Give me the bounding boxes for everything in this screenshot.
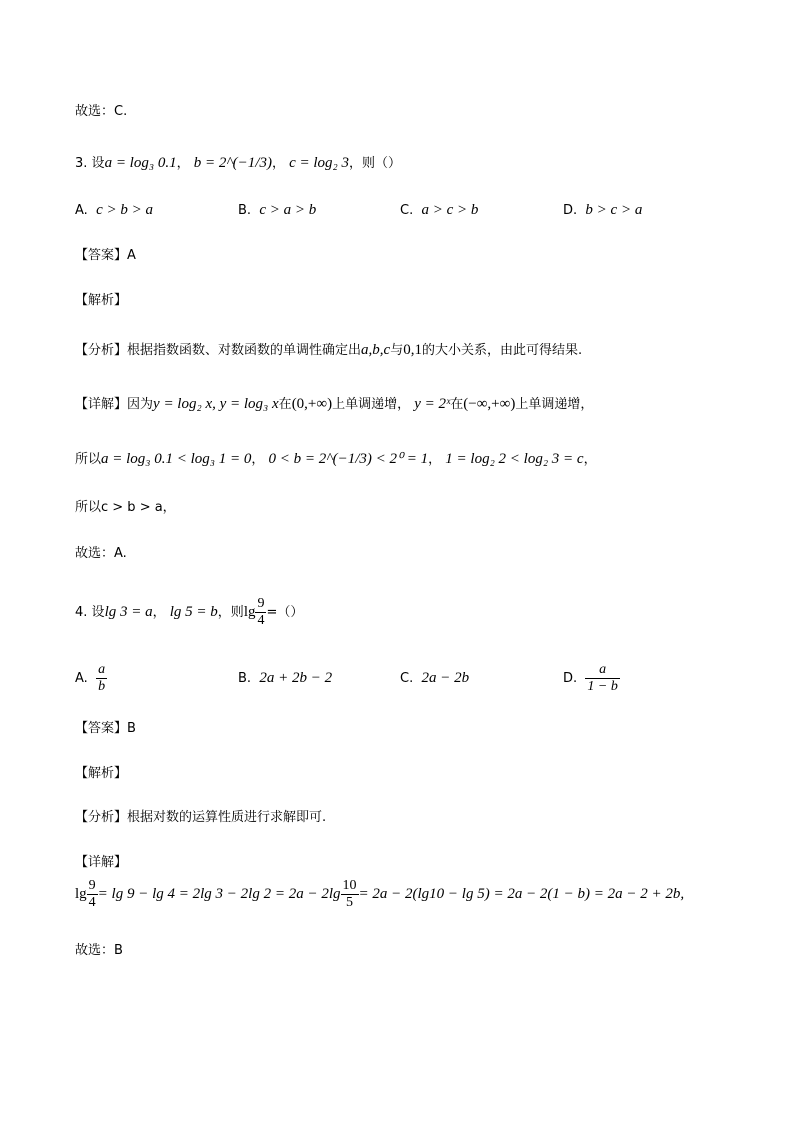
q4-option-b-text: 2a + 2b − 2 xyxy=(259,670,333,686)
q3-intro: 设 xyxy=(91,156,105,171)
q3-line2-pre: 所以 xyxy=(75,452,102,467)
q3-line3: 所以c > b > a， xyxy=(75,500,176,515)
q3-line2-b: 0 < b = 2^(−1/3) < 2⁰ = 1 xyxy=(268,451,429,467)
q4-option-b[interactable] xyxy=(238,670,332,687)
q3-option-a-letter: A. xyxy=(75,203,88,218)
q3-fenxi-mid: 与 xyxy=(390,343,404,358)
q3-conclusion: 故选：A. xyxy=(75,546,127,561)
q3-detail-exp: y = 2ˣ xyxy=(414,396,451,412)
q3-option-d-letter: D. xyxy=(563,203,578,218)
q3-answer-tag: 【答案】 xyxy=(75,248,128,263)
q3-detail-up1: 上单调递增， xyxy=(332,397,411,412)
q4-answer-value: B xyxy=(127,721,136,736)
q4-eq-den1: 4 xyxy=(88,895,96,911)
q3-option-c-letter: C. xyxy=(400,203,414,218)
q3-fenxi-post: 的大小关系，由此可得结果. xyxy=(421,343,583,358)
q4-equation xyxy=(75,878,684,911)
q3-option-c[interactable] xyxy=(400,202,478,219)
q4-option-a-denominator: b xyxy=(98,679,106,695)
q4-option-d-letter: D. xyxy=(563,671,578,687)
q3-answer xyxy=(75,248,136,264)
q3-fenxi-nums: 0,1 xyxy=(403,342,422,358)
q3-line2-c: 1 = log₂ 2 < log₂ 3 = c xyxy=(445,451,584,467)
q4-option-c-text: 2a − 2b xyxy=(421,670,470,686)
q4-ask-denominator: 4 xyxy=(257,613,265,629)
q3-fenxi-vars: a,b,c xyxy=(361,342,391,358)
q3-detail-tag: 【详解】 xyxy=(75,397,128,412)
q3-stem: 3. 设a = log₃ 0.1， b = 2^(−1/3)， c = log₂ 3，则（） xyxy=(75,155,402,171)
q3-option-d-text: b > c > a xyxy=(585,202,643,218)
q4-ask-post: =（） xyxy=(266,605,304,621)
q4-eq-fraction2 xyxy=(341,878,359,911)
q4-ask-fraction xyxy=(255,596,266,629)
q3-option-b-text: c > a > b xyxy=(259,202,317,218)
q4-fenxi-text: 根据对数的运算性质进行求解即可. xyxy=(127,810,327,825)
q4-option-d-denominator: 1 − b xyxy=(587,679,618,695)
q4-ask-fn: lg xyxy=(243,604,256,621)
q3-analysis-tag: 【解析】 xyxy=(75,293,128,308)
q4-intro: 设 xyxy=(91,605,105,621)
q4-detail-tag: 【详解】 xyxy=(75,855,128,870)
q3-option-b[interactable] xyxy=(238,202,316,219)
q3-option-a-text: c > b > a xyxy=(96,202,153,218)
q4-fenxi-tag: 【分析】 xyxy=(75,810,128,825)
q4-ask-numerator: 9 xyxy=(255,596,266,613)
q3-a-def: a = log₃ 0.1 xyxy=(104,155,177,171)
q4-answer-tag: 【答案】 xyxy=(75,721,128,736)
q3-option-d[interactable] xyxy=(563,202,642,219)
q4-fenxi xyxy=(75,810,326,826)
q3-line2: 所以a = log₃ 0.1 < log₃ 1 = 0， 0 < b = 2^(−1/3) < 2⁰ = 1， 1 = log₂ 2 < log₂ 3 = c， xyxy=(75,451,597,467)
q3-b-def: b = 2^(−1/3) xyxy=(193,155,272,171)
q3-option-b-letter: B. xyxy=(238,203,252,218)
q3-line2-a: a = log₃ 0.1 < log₃ 1 = 0 xyxy=(101,451,252,467)
q3-c-def: c = log₂ 3 xyxy=(289,155,350,171)
q4-conclusion: 故选：B xyxy=(75,943,123,958)
q4-option-a-letter: A. xyxy=(75,671,88,687)
q4-eq-num2: 10 xyxy=(341,878,359,895)
q4-eq-den2: 5 xyxy=(346,895,353,911)
q4-option-c[interactable] xyxy=(400,670,469,687)
q4-analysis-tag: 【解析】 xyxy=(75,766,128,781)
q3-detail-up2: 上单调递增， xyxy=(515,397,594,412)
q3-detail-int2: (−∞,+∞) xyxy=(463,396,516,412)
q3-detail-in2: 在 xyxy=(450,397,464,412)
q3-option-a[interactable] xyxy=(75,202,153,219)
q3-fenxi-tag: 【分析】 xyxy=(75,343,128,358)
q4-option-d[interactable] xyxy=(563,662,620,695)
q4-option-a[interactable] xyxy=(75,662,107,695)
q4-option-b-letter: B. xyxy=(238,671,252,686)
q3-fenxi-pre: 根据指数函数、对数函数的单调性确定出 xyxy=(127,343,362,358)
q4-option-a-numerator: a xyxy=(96,662,107,679)
q4-option-d-fraction xyxy=(585,662,619,695)
q3-detail-in1: 在 xyxy=(278,397,292,412)
q3-detail-pre: 因为 xyxy=(127,397,154,412)
q3-answer-value: A xyxy=(127,248,136,263)
q3-option-c-text: a > c > b xyxy=(421,202,479,218)
q3-tail: ，则（） xyxy=(349,156,402,171)
q4-cond1: lg 3 = a xyxy=(104,604,153,621)
q4-option-c-letter: C. xyxy=(400,671,414,686)
q4-ask-pre: ，则 xyxy=(217,605,244,621)
q3-detail-int1: (0,+∞) xyxy=(291,396,333,412)
q3-detail xyxy=(75,395,593,414)
q4-eq-end: = 2a − 2(lg10 − lg 5) = 2a − 2(1 − b) = 2a − 2 + 2b, xyxy=(358,886,685,903)
q4-eq-fraction1 xyxy=(87,878,98,911)
q3-number: 3. xyxy=(75,156,88,171)
q4-number: 4. xyxy=(75,605,88,621)
q4-eq-num1: 9 xyxy=(87,878,98,895)
q3-detail-fn: y = log₂ x, y = log₃ x xyxy=(153,396,279,412)
q4-stem: 4. 设lg 3 = a， lg 5 = b，则lg $\frac{9}{4}$ =（） xyxy=(75,596,304,629)
q4-option-d-numerator: a xyxy=(585,662,619,679)
q4-eq-lg: lg xyxy=(75,886,87,903)
q4-eq-mid: = lg 9 − lg 4 = 2lg 3 − 2lg 2 = 2a − 2lg xyxy=(97,886,341,903)
prev-conclusion: 故选：C. xyxy=(75,104,128,119)
q4-option-a-fraction xyxy=(96,662,107,695)
q3-fenxi xyxy=(75,341,582,360)
q4-answer xyxy=(75,721,136,737)
q4-cond2: lg 5 = b xyxy=(169,604,218,621)
